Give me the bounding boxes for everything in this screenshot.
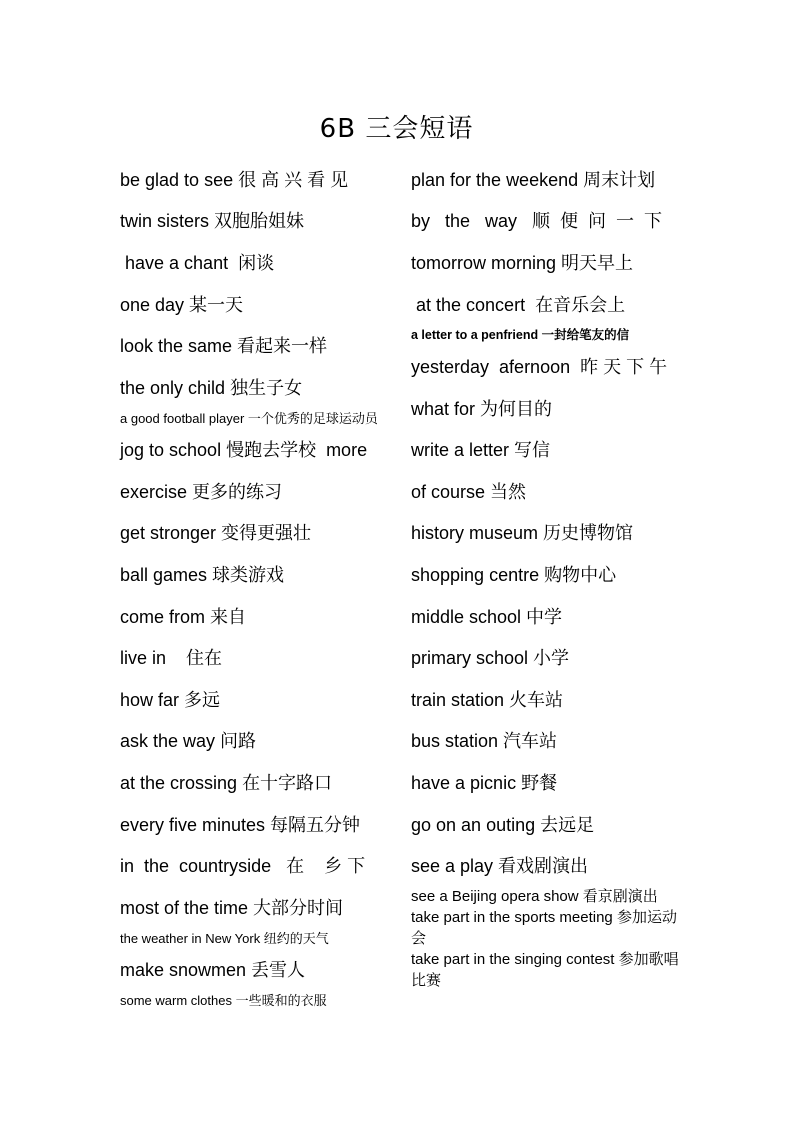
phrase-item: take part in the singing contest 参加歌唱比赛 <box>411 951 679 989</box>
phrase-item: most of the time 大部分时间 <box>120 898 344 918</box>
phrase-item: train station 火车站 <box>411 690 564 710</box>
phrase-item: in the countryside 在 乡 下 <box>120 856 366 876</box>
phrase-item: have a chant 闲谈 <box>120 253 275 273</box>
phrase-item: live in 住在 <box>120 648 223 668</box>
phrase-item: shopping centre 购物中心 <box>411 565 617 585</box>
phrase-item: take part in the sports meeting 参加运动会 <box>411 909 677 947</box>
phrase-item: plan for the weekend 周末计划 <box>411 170 656 190</box>
phrase-item: history museum 历史博物馆 <box>411 523 634 543</box>
page-title: 6B 三会短语 <box>319 114 474 144</box>
phrase-item: get stronger 变得更强壮 <box>120 523 312 543</box>
phrase-item: a letter to a penfriend 一封给笔友的信 <box>411 328 630 342</box>
phrase-item: tomorrow morning 明天早上 <box>411 253 634 273</box>
phrase-item: some warm clothes 一些暖和的衣服 <box>120 993 327 1008</box>
phrase-item: a good football player 一个优秀的足球运动员 <box>120 411 378 426</box>
phrase-item: write a letter 写信 <box>411 440 551 460</box>
phrase-item: go on an outing 去远足 <box>411 815 595 835</box>
phrase-item: middle school 中学 <box>411 607 563 627</box>
phrase-item: see a Beijing opera show 看京剧演出 <box>411 888 658 905</box>
phrase-item: of course 当然 <box>411 482 527 502</box>
phrase-item: see a play 看戏剧演出 <box>411 856 589 876</box>
phrase-item: come from 来自 <box>120 607 247 627</box>
phrase-item: one day 某一天 <box>120 295 244 315</box>
phrase-item: ball games 球类游戏 <box>120 565 285 585</box>
phrase-item: every five minutes 每隔五分钟 <box>120 815 361 835</box>
phrase-item: how far 多远 <box>120 690 221 710</box>
phrase-item: at the crossing 在十字路口 <box>120 773 333 793</box>
phrase-item: twin sisters 双胞胎姐妹 <box>120 211 305 231</box>
phrase-item: exercise 更多的练习 <box>120 482 283 502</box>
phrase-item: at the concert 在音乐会上 <box>411 295 626 315</box>
phrase-item: look the same 看起来一样 <box>120 336 328 356</box>
phrase-item: by the way 顺 便 问 一 下 <box>411 211 663 231</box>
phrase-item: yesterday afernoon 昨 天 下 午 <box>411 357 668 377</box>
phrase-item: the weather in New York 纽约的天气 <box>120 931 329 946</box>
phrase-item: primary school 小学 <box>411 648 570 668</box>
phrase-item: jog to school 慢跑去学校 more <box>120 440 368 460</box>
phrase-item: be glad to see 很 高 兴 看 见 <box>120 170 349 190</box>
phrase-item: ask the way 问路 <box>120 731 257 751</box>
phrase-item: bus station 汽车站 <box>411 731 558 751</box>
phrase-item: make snowmen 丢雪人 <box>120 960 306 980</box>
phrase-item: the only child 独生子女 <box>120 378 303 398</box>
phrase-item: have a picnic 野餐 <box>411 773 558 793</box>
phrase-item: what for 为何目的 <box>411 399 553 419</box>
